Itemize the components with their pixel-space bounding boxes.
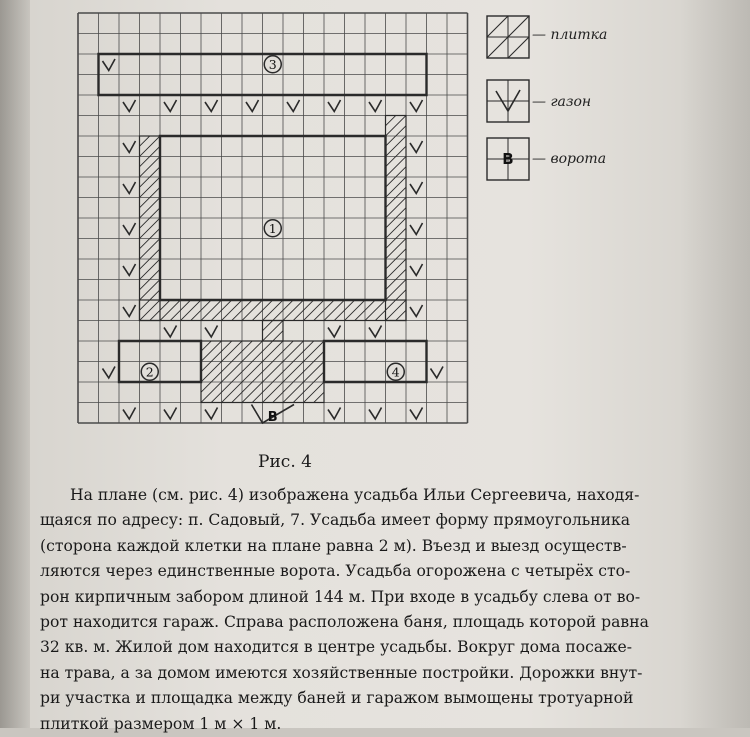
hatch-line [539,13,750,423]
legend-label-lawn: — газон [532,94,591,110]
legend-hatch [508,37,529,58]
hatch-line [673,13,750,423]
legend-gate-symbol: В [502,150,513,168]
text-line: рон кирпичным забором длиной 144 м. При входе в усадьбу слева от во- [40,585,680,610]
hatch-line [662,13,750,423]
lawn-check [123,223,136,235]
legend-gate [487,138,529,180]
hatch-line [601,13,750,423]
hatch-line [529,13,750,423]
text-line: ри участка и площадка между баней и гаражом вымощены тротуарной [40,686,680,711]
hatch-line [550,13,750,423]
text-line: 32 кв. м. Жилой дом находится в центре усадьбы. Вокруг дома посаже- [40,635,680,660]
lawn-check [410,100,423,112]
lawn-check [205,326,218,338]
gate-label: В [268,410,278,425]
hatch-line [642,13,750,423]
lawn-check [287,100,300,112]
lawn-check [328,100,341,112]
hatch-line [611,13,750,423]
lawn-check [431,367,444,379]
hatch-line [447,13,750,423]
lawn-check [369,100,382,112]
hatch-line [509,13,750,423]
hatch-line [580,13,750,423]
text-line: рот находится гараж. Справа расположена баня, площадь которой равна [40,610,680,635]
lawn-check [205,408,218,420]
text-line: (сторона каждой клетки на плане равна 2 м). Въезд и выезд осуществ- [40,534,680,559]
problem-text [40,483,680,737]
hatch-line [632,13,750,423]
gate-symbol [252,405,295,426]
legend-lawn [487,80,529,122]
marker-number: 1 [269,221,277,236]
text-line: щаяся по адресу: п. Садовый, 7. Усадьба имеет форму прямоугольника [40,508,680,533]
lawn-check [164,408,177,420]
hatch-line [437,13,750,423]
lawn-check [410,223,423,235]
hatch-line [560,13,750,423]
lawn-check [123,100,136,112]
lawn-check [246,100,259,112]
figure-caption: Рис. 4 [0,452,570,472]
lawn-check [369,326,382,338]
hatch-line [488,13,750,423]
text-line: на трава, а за домом имеются хозяйственные постройки. Дорожки внут- [40,661,680,686]
legend-label-gate: — ворота [532,151,606,167]
lawn-check [328,408,341,420]
hatch-line [427,13,750,423]
hatch-line [498,13,750,423]
hatch-line [570,13,750,423]
lawn-check [410,264,423,276]
legend-tile [487,16,529,58]
text-line: ляются через единственные ворота. Усадьба огорожена с четырёх сто- [40,559,680,584]
marker-number: 4 [392,364,400,379]
hatch-line [468,13,750,423]
lawn-check [123,305,136,317]
lawn-check [123,264,136,276]
hatch-line [591,13,750,423]
lawn-check [410,305,423,317]
hatch-line [683,13,750,423]
hatch-line [457,13,750,423]
lawn-check [369,408,382,420]
lawn-check [103,367,116,379]
lawn-check [123,141,136,153]
lawn-check [123,182,136,194]
hatch-line [478,13,750,423]
lawn-check [410,182,423,194]
legend-label-tile: — плитка [532,27,607,43]
lawn-check [410,408,423,420]
text-line: плиткой размером 1 м × 1 м. [40,712,680,737]
legend-hatch [487,16,508,37]
hatch-line [621,13,750,423]
hatch-line [519,13,750,423]
marker-number: 2 [146,364,154,379]
lawn-check [410,141,423,153]
legend [487,16,529,180]
lawn-check [164,100,177,112]
hatch-line [652,13,750,423]
lawn-check [123,408,136,420]
lawn-check [164,326,177,338]
text-line: На плане (см. рис. 4) изображена усадьба Ильи Сергеевича, находя- [40,483,680,508]
lawn-check [328,326,341,338]
lawn-check [205,100,218,112]
marker-number: 3 [269,57,277,72]
lawn-check [103,59,116,71]
